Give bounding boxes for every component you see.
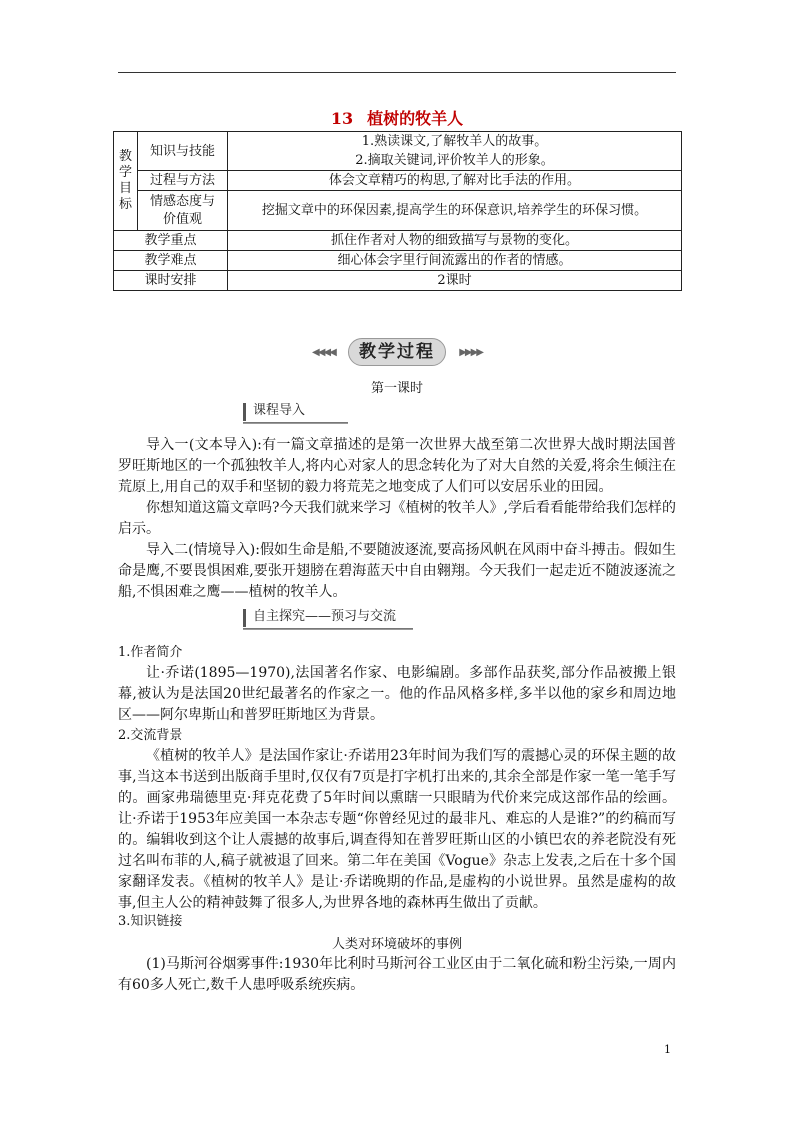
tag-underline — [243, 422, 348, 424]
right-arrows-icon: ▶▶▶▶ — [459, 347, 482, 358]
goal-row-value: 1.熟读课文,了解牧羊人的故事。 2.摘取关键词,评价牧羊人的形象。 — [228, 132, 682, 171]
intro-paragraph: 导入一(文本导入):有一篇文章描述的是第一次世界大战至第二次世界大战时期法国普罗旺斯地区的一个孤独牧羊人,将内心对家人的思念转化为了对大自然的关爱,将余生倾注在荒原上,用自己的双手和坚韧的毅力将荒芜之地变成了人们可以安居乐业的田园。 — [118, 437, 676, 495]
goal-row-label: 知识与技能 — [138, 132, 228, 171]
knowledge-text: (1)马斯河谷烟雾事件:1930年比利时马斯河谷工业区由于二氧化硫和粉尘污染,一周内有60多人死亡,数千人患呼吸系统疾病。 — [118, 956, 676, 993]
lesson-title — [0, 106, 794, 129]
knowledge-heading: 3.知识链接 — [118, 914, 183, 929]
teaching-goals-table — [113, 131, 682, 291]
difficulty-value: 细心体会字里行间流露出的作者的情感。 — [228, 251, 682, 271]
section-tag-explore — [243, 607, 413, 627]
goal-row-value: 体会文章精巧的构思,了解对比手法的作用。 — [228, 171, 682, 191]
schedule-label: 课时安排 — [114, 271, 228, 291]
section-tag-intro — [243, 401, 348, 421]
background-text: 《植树的牧羊人》是法国作家让·乔诺用23年时间为我们写的震撼心灵的环保主题的故事,当这本书送到出版商手里时,仅仅有7页是打字机打出来的,其余全部是作家一笔一笔手写的。画家弗瑞德里克·拜克花费了5年时间以熏瞎一只眼睛为代价来完成这部作品的绘画。让·乔诺于1953年应美国一本杂志专题“你曾经见过的最非凡、难忘的人是谁?”的约稿而写的。编辑收到这个让人震撼的故事后,调查得知在普罗旺斯山区的小镇巴农的养老院没有死过名叫布菲的人,稿子就被退了回来。第二年在美国《Vogue》杂志上发表,之后在十多个国家翻译发表。《植树的牧羊人》是让·乔诺晚期的作品,是虚构的小说世界。虽然是虚构的故事,但主人公的精神鼓舞了很多人,为世界各地的森林再生做出了贡献。 — [118, 748, 676, 911]
intro-paragraph: 导入二(情境导入):假如生命是船,不要随波逐流,要高扬风帆在风雨中奋斗搏击。假如生命是鹰,不要畏惧困难,要张开翅膀在碧海蓝天中自由翱翔。今天我们一起走近不随波逐流之船,不惧困难之鹰——植树的牧羊人。 — [118, 542, 676, 600]
knowledge-subtitle: 人类对环境破坏的事例 — [331, 937, 462, 952]
key-point-value: 抓住作者对人物的细致描写与景物的变化。 — [228, 231, 682, 251]
key-point-label: 教学重点 — [114, 231, 228, 251]
header-rule — [118, 72, 676, 73]
goal-label: 教 学 目 标 — [114, 132, 138, 231]
background-heading: 2.交流背景 — [118, 728, 183, 743]
goal-row-label: 过程与方法 — [138, 171, 228, 191]
goal-row-label: 情感态度与 价值观 — [138, 191, 228, 231]
lesson-number: 13 — [330, 109, 354, 128]
author-heading: 1.作者简介 — [118, 645, 183, 660]
section-tag-label: 自主探究——预习与交流 — [253, 609, 397, 624]
tag-bar — [243, 609, 246, 627]
difficulty-label: 教学难点 — [114, 251, 228, 271]
left-arrows-icon: ◀◀◀◀ — [312, 347, 335, 358]
tag-underline — [243, 628, 413, 630]
schedule-value: 2课时 — [228, 271, 682, 291]
author-text: 让·乔诺(1895—1970),法国著名作家、电影编剧。多部作品获奖,部分作品被搬上银幕,被认为是法国20世纪最著名的作家之一。他的作品风格多样,多半以他的家乡和周边地区——阿尔卑斯山和普罗旺斯地区为背景。 — [118, 665, 676, 723]
goal-row-value: 挖掘文章中的环保因素,提高学生的环保意识,培养学生的环保习惯。 — [228, 191, 682, 231]
session-title: 第一课时 — [370, 381, 423, 396]
section-tag-label: 课程导入 — [253, 403, 306, 418]
teaching-process-banner — [312, 338, 482, 368]
banner-label: 教学过程 — [348, 338, 446, 366]
page-number: 1 — [664, 1043, 671, 1056]
intro-paragraph: 你想知道这篇文章吗?今天我们就来学习《植树的牧羊人》,学后看看能带给我们怎样的启示。 — [118, 500, 676, 537]
lesson-title-text: 植树的牧羊人 — [367, 109, 464, 128]
tag-bar — [243, 403, 246, 421]
